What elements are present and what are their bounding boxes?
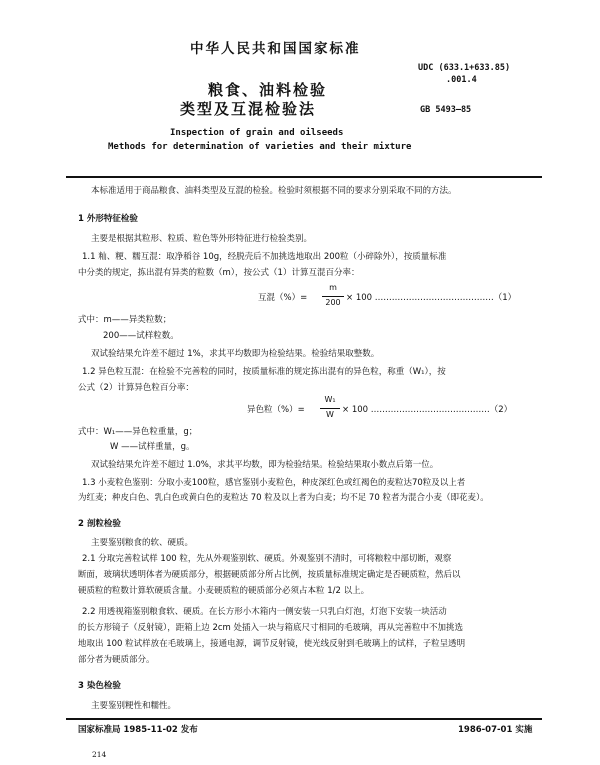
section-3-title: 3 染色检验 — [78, 681, 121, 691]
section-2-title: 2 剖粒检验 — [78, 519, 121, 529]
formula-2-where-2: W ——试样重量，g。 — [110, 442, 195, 452]
formula-2-denominator: W — [326, 410, 334, 419]
formula-1-lhs: 互混（%）= — [258, 293, 308, 303]
formula-1-where-2: 200——试样粒数。 — [103, 331, 179, 341]
clause-1-1-line-1: 1.1 籼、粳、糯互混：取净稻谷 10g，经脱壳后不加挑选地取出 200粒（小碎除外），按质量标准 — [82, 252, 447, 262]
issue-date: 国家标准局 1985-11-02 发布 — [78, 725, 198, 735]
title-line-1: 粮食、油料检验 — [208, 81, 328, 99]
formula-1-rhs: × 100 ……………………………………（1） — [346, 293, 517, 303]
english-title-line-2: Methods for determination of varieties and their mixture — [108, 142, 412, 152]
clause-2-1-line-3: 硬质粒的粒数计算软硬质含量。小麦硬质粒的硬质部分必须占本粒 1/2 以上。 — [78, 586, 370, 596]
intro-paragraph: 本标准适用于商品粮食、油料类型及互混的检验。检验时须根据不同的要求分别采取不同的方法。 — [91, 186, 457, 196]
clause-2-2-line-3: 地取出 100 粒试样放在毛玻璃上，接通电源，调节反射镜，使光线反射到毛玻璃上的试样，子粒呈透明 — [78, 639, 466, 649]
formula-2-lhs: 异色粒（%）= — [247, 405, 305, 415]
clause-2-1-line-2: 断面，玻璃状透明体者为硬质部分，根据硬质部分所占比例，按质量标准规定确定是否硬质粒，然后以 — [78, 570, 461, 580]
clause-2-1-line-1: 2.1 分取完善粒试样 100 粒，先从外观鉴别软、硬质。外观鉴别不清时，可将粮粒中部切断，观察 — [82, 554, 452, 564]
udc-code-line-2: .001.4 — [446, 75, 477, 85]
clause-1-2-line-2: 公式（2）计算异色粒百分率： — [78, 383, 194, 393]
section-2-intro: 主要鉴别粮食的软、硬质。 — [91, 538, 194, 548]
formula-2-note: 双试验结果允许差不超过 1.0%，求其平均数，即为检验结果。检验结果取小数点后第一位。 — [91, 460, 439, 470]
formula-1-numerator: m — [329, 283, 337, 292]
formula-2-numerator: W₁ — [324, 395, 336, 404]
standard-name: 中华人民共和国国家标准 — [190, 41, 361, 57]
section-3-intro: 主要鉴别粳性和糯性。 — [91, 701, 177, 711]
effective-date: 1986-07-01 实施 — [458, 725, 533, 735]
clause-2-2-line-4: 部分者为硬质部分。 — [78, 655, 155, 665]
clause-2-2-line-2: 的长方形镜子（反射镜），距箱上边 2cm 处插入一块与箱底尺寸相同的毛玻璃，再从完善粒中不加挑选 — [78, 623, 464, 633]
formula-1-note: 双试验结果允许差不超过 1%，求其平均数即为检验结果。检验结果取整数。 — [91, 349, 380, 359]
footer-divider — [66, 718, 542, 720]
english-title-line-1: Inspection of grain and oilseeds — [170, 128, 344, 138]
clause-1-1-line-2: 中分类的规定，拣出混有异类的粒数（m），按公式（1）计算互混百分率： — [78, 268, 360, 278]
section-1-intro: 主要是根据其粒形、粒质、粒色等外形特征进行检验类别。 — [91, 234, 313, 244]
title-line-2: 类型及互混检验法 — [180, 100, 317, 118]
udc-code-line-1: UDC (633.1+633.85) — [418, 63, 511, 73]
formula-1-denominator: 200 — [325, 298, 341, 307]
clause-2-2-line-1: 2.2 用透视箱鉴别粮食软、硬质。在长方形小木箱内一侧安装一只乳白灯泡，灯泡下安装一块活动 — [82, 607, 447, 617]
header-divider — [66, 176, 542, 178]
clause-1-3-line-2: 为红麦；种皮白色、乳白色或黄白色的麦粒达 70 粒及以上者为白麦；均不足 70 粒者为混合小麦（即花麦）。 — [78, 493, 489, 503]
clause-1-3-line-1: 1.3 小麦粒色鉴别：分取小麦100粒，感官鉴别小麦粒色，种皮深红色或红褐色的麦粒达70粒及以上者 — [82, 478, 466, 488]
formula-2-fraction-bar — [320, 408, 340, 409]
formula-1-where-1: 式中：m——异类粒数； — [78, 315, 172, 325]
gb-code: GB 5493—85 — [420, 105, 472, 115]
section-1-title: 1 外形特征检验 — [78, 214, 138, 224]
formula-1-fraction-bar — [322, 296, 344, 297]
clause-1-2-line-1: 1.2 异色粒互混：在检验不完善粒的同时，按质量标准的规定拣出混有的异色粒，称重（W₁），按 — [82, 367, 446, 377]
page-number: 214 — [92, 750, 107, 759]
formula-2-rhs: × 100 ……………………………………（2） — [342, 405, 513, 415]
formula-2-where-1: 式中：W₁——异色粒重量，g； — [78, 427, 198, 437]
